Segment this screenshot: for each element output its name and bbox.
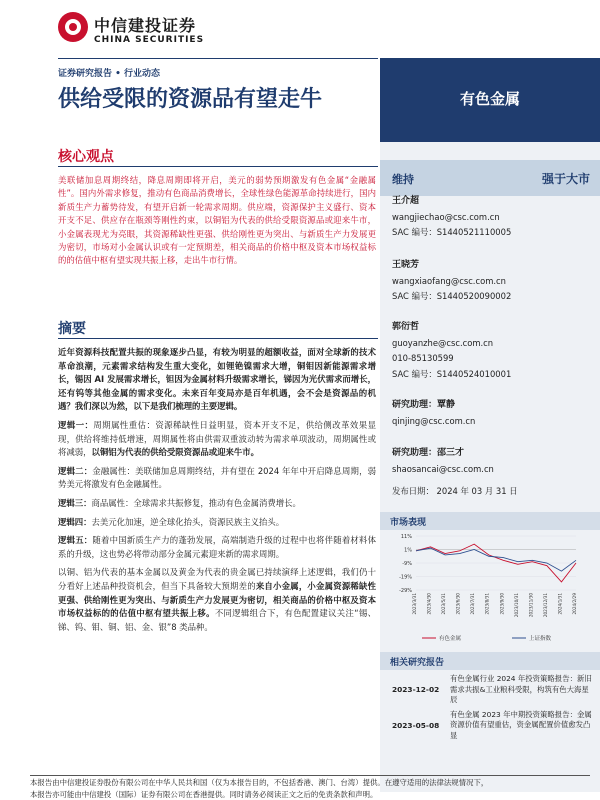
header-divider <box>58 58 378 59</box>
analyst-3 <box>392 320 592 382</box>
assistant-email: shaosancai@csc.com.cn <box>392 463 494 474</box>
related-heading: 相关研究报告 <box>390 658 445 668</box>
sector-banner <box>380 58 600 142</box>
legend-label: 上证指数 <box>529 636 552 642</box>
rating-value: 强于大市 <box>541 172 590 186</box>
logic-5: 逻辑五：随着中国新质生产力的蓬勃发展，高端制造升级的过程中也将伴随着材料体系的升级，这也势必将带动部分金属元素迎来新的需求周期。 <box>58 535 377 559</box>
x-tick-label: 2023/11/30 <box>528 593 534 618</box>
analyst-1 <box>392 194 592 241</box>
summary-heading: 摘要 <box>58 321 86 337</box>
x-tick-label: 2023/12/31 <box>542 593 548 618</box>
footer-disclaimer <box>30 777 590 800</box>
x-tick-label: 2024/1/31 <box>557 593 563 615</box>
report-series: 证券研究报告 • 行业动态 <box>58 69 161 79</box>
brand-name-cn: 中信建投证券 <box>94 16 197 35</box>
analyst-sac: SAC 编号：S1440520090002 <box>392 291 512 301</box>
report-title-text: 有色金属 2023 年中期投资策略报告：金属资源价值有望重估，资金属配置价值愈发凸显 <box>450 709 592 740</box>
assistant-2 <box>392 446 592 477</box>
logic-3: 逻辑三：商品属性：全球需求共振修复，推动有色金属消费增长。 <box>58 497 301 508</box>
x-tick-label: 2023/3/31 <box>412 593 417 615</box>
footer-line-1: 本报告由中信建投证券股份有限公司在中华人民共和国（仅为本报告目的，不包括香港、澳门、台湾）提供。在遵守适用的法律法规情况下， <box>30 778 489 787</box>
related-reports <box>392 674 592 745</box>
report-date: 2023-12-02 <box>392 685 440 694</box>
related-report-item[interactable] <box>392 674 592 706</box>
analyst-name: 王介超 <box>392 196 420 206</box>
legend-label: 有色金属 <box>439 636 462 642</box>
market-heading: 市场表现 <box>390 518 427 528</box>
summary-body <box>58 346 376 639</box>
rating-bar <box>380 160 600 196</box>
footer-divider <box>30 775 590 776</box>
rating-action: 维持 <box>392 173 414 186</box>
summary-divider <box>58 338 378 339</box>
assistant-email: qinjing@csc.com.cn <box>392 415 476 426</box>
y-tick-label: 1% <box>404 547 412 554</box>
x-tick-label: 2023/5/31 <box>441 593 447 615</box>
x-tick-label: 2023/10/31 <box>513 593 519 618</box>
brand-logo <box>58 8 228 48</box>
sector-label: 有色金属 <box>459 90 520 108</box>
brand-name-en: CHINA SECURITIES <box>94 35 205 45</box>
analyst-email: guoyanzhe@csc.com.cn <box>392 337 494 348</box>
core-text: 美联储加息周期终结，降息周期即将开启，美元的弱势预期激发有色金属“金融属性”。国内外需求修复，推动有色商品消费增长，全球性绿色能源革命持续进行，国内新质生产力蓄势待发，有望开启新一轮需求周期。供应端，资源保护主义盛行、资本开支不足、供应存在瓶颈等刚性约束，以铜铝为代表的供给受限资源品或迎来牛市，小金属表现尤为亮眼，其资源稀缺性更强、供给刚性更为突出、与新质生产力发展更为密切，市场对小金属认识或有一定预期差，相关商品的价格中枢及资本市场权益标的的估值中枢有望实现共振上移，走出牛市行情。 <box>58 175 376 266</box>
analyst-sac: SAC 编号：S1440524010001 <box>392 368 512 379</box>
summary-conclusion: 以铜、铝为代表的基本金属以及黄金为代表的贵金属已持续演绎上述逻辑，我们仍十分看好上述品种投资机会，但当下具备较大预期差的来自小金属，小金属资源稀缺性更强、供给刚性更为突出、与新质生产力发展更为密切，相关商品的价格中枢及资本市场权益标的的估值中枢有望共振上移。不同逻辑组合下，有色配置建议关注“锡、锑、钨、钼、铜、铝、金、银”8 类品种。 <box>58 567 377 632</box>
footer-line-2: 本报告亦可能由中信建投（国际）证券有限公司在香港提供。同时请务必阅读正文之后的免责条款和声明。 <box>30 790 378 799</box>
x-tick-label: 2024/2/29 <box>572 593 577 615</box>
summary-intro: 近年资源科技配置共振的现象逐步凸显，有较为明显的超额收益，面对全球新的技术革命浪潮，元素需求结构发生重大变化，如锂铯镍需求大增，铜钼因新能源需求增长，锡因 AI 发展需求增长，钽因为金属材料升级需求增长，锑因为光伏需求而增长，还有钨等其他金属的需求变化。未来百年变局亦是百年机遇，会不会是资源品的机遇？我们深以为然，以下是我们梳理的主要逻辑。 <box>58 347 376 412</box>
related-heading-bar <box>380 652 600 670</box>
x-tick-label: 2023/6/30 <box>455 593 461 615</box>
logic-4: 逻辑四：去美元化加速，逆全球化抬头，资源民族主义抬头。 <box>58 516 285 527</box>
assistant-title: 研究助理：邵三才 <box>392 448 465 458</box>
assistant-1 <box>392 398 592 429</box>
y-tick-label: -9% <box>402 561 412 567</box>
report-title-text: 有色金属行业 2024 年投资策略报告：新旧需求共振&工业粮科受限，构筑有色大海星辰 <box>450 674 592 704</box>
logo-icon <box>58 12 88 42</box>
analyst-2 <box>392 258 592 305</box>
x-tick-label: 2023/4/30 <box>426 593 432 615</box>
core-divider <box>58 166 378 167</box>
analyst-name: 郭衍哲 <box>392 322 420 332</box>
x-tick-label: 2023/7/31 <box>470 593 476 615</box>
analyst-email: wangjiechao@csc.com.cn <box>392 211 500 222</box>
core-heading: 核心观点 <box>58 149 114 165</box>
analyst-name: 王晓芳 <box>392 260 420 270</box>
logic-2: 逻辑二：金融属性：美联储加息周期终结，并有望在 2024 年年中开启降息周期，弱势美元将激发有色金融属性。 <box>58 465 377 490</box>
x-tick-label: 2023/9/30 <box>499 593 505 615</box>
related-report-item[interactable] <box>392 710 592 742</box>
analyst-phone: 010-85130599 <box>392 353 454 363</box>
analyst-email: wangxiaofang@csc.com.cn <box>392 275 506 286</box>
market-chart <box>392 528 582 648</box>
assistant-title: 研究助理：覃静 <box>392 400 456 410</box>
x-tick-label: 2023/8/31 <box>484 593 490 615</box>
y-tick-label: 11% <box>400 534 412 540</box>
logic-1: 逻辑一：周期属性重估：资源稀缺性日益明显，资本开支不足，供给侧改革效果显现，供给将维持低增速，周期属性将由供需双重波动转为需求单项波动，周期属性或将减弱，以铜铝为代表的供给受限资源品或迎来牛市。 <box>58 419 377 458</box>
report-date: 2023-05-08 <box>392 720 440 730</box>
y-tick-label: -19% <box>399 574 412 581</box>
y-tick-label: -29% <box>399 588 412 594</box>
report-title: 供给受限的资源品有望走牛 <box>58 87 323 112</box>
analyst-sac: SAC 编号：S1440521110005 <box>392 227 512 237</box>
publish-date: 发布日期： 2024 年 03 月 31 日 <box>392 486 518 496</box>
